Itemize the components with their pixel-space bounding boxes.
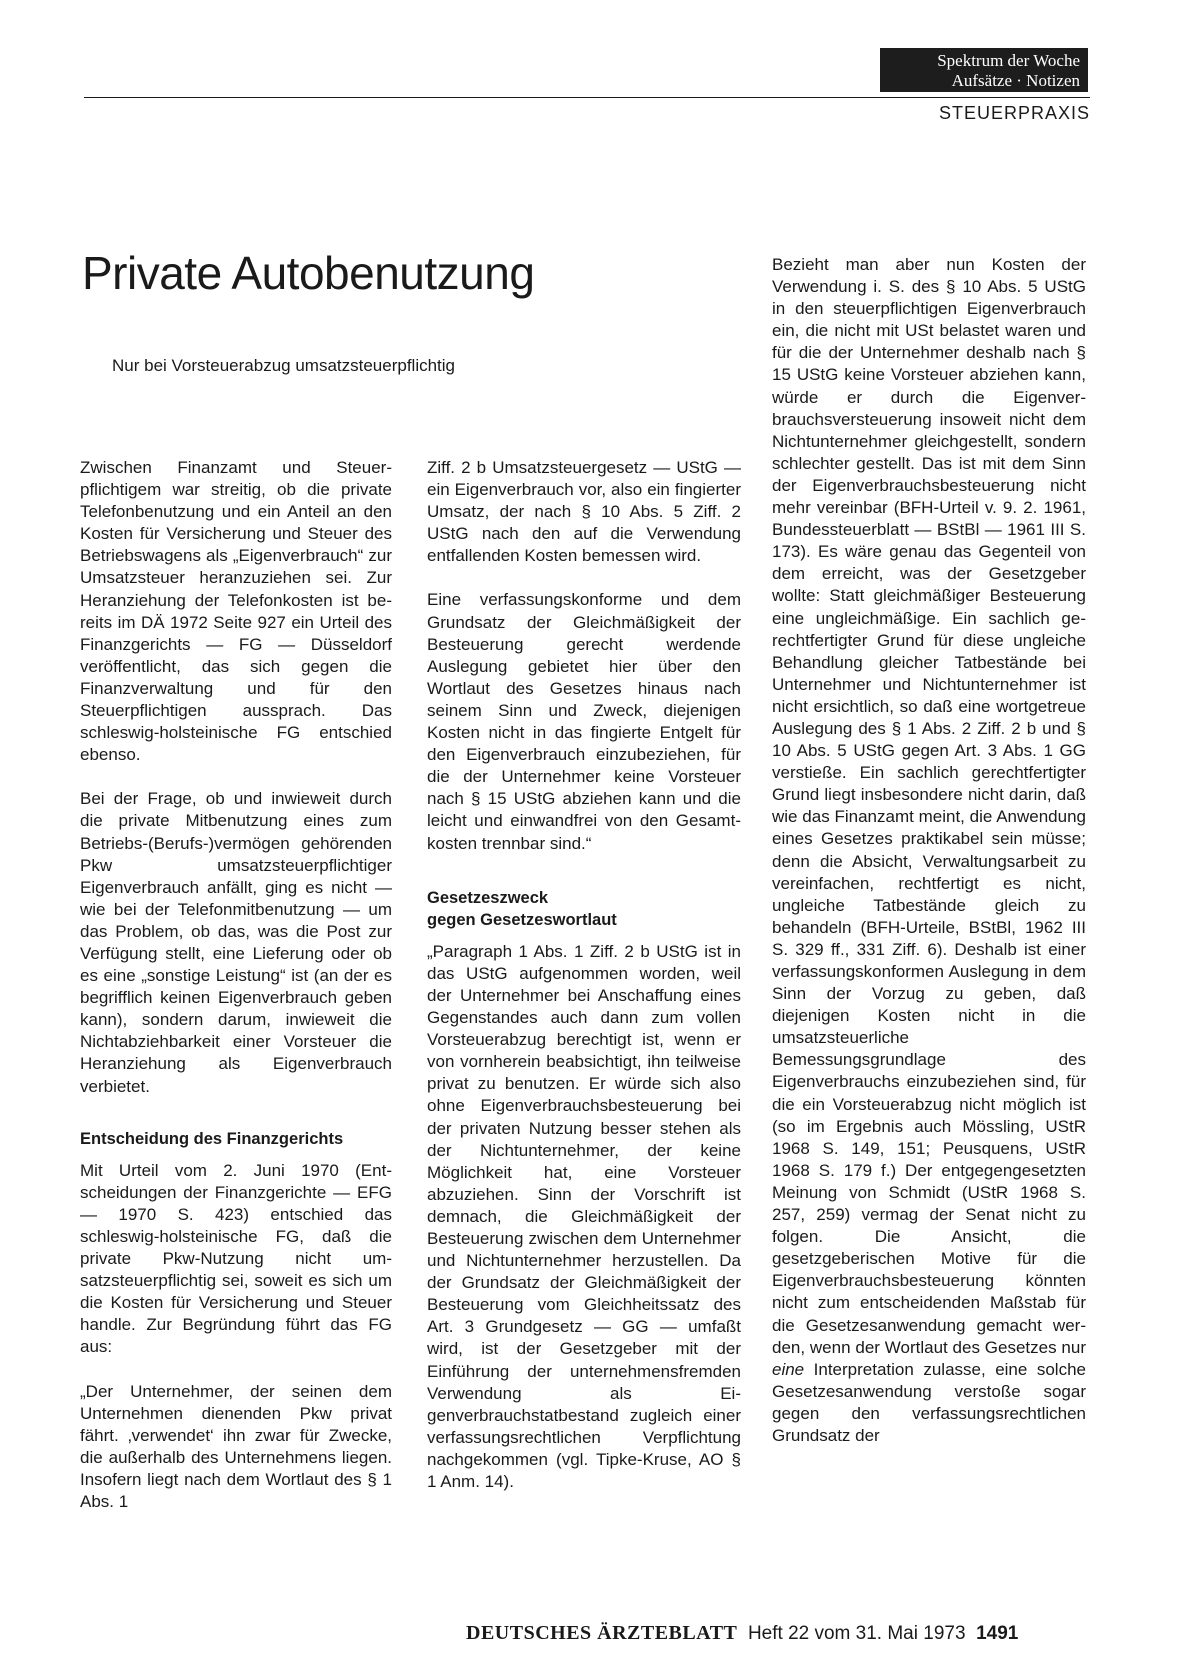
paragraph: Zwischen Finanzamt und Steuerpflichtigem war streitig, ob die private Telefonbenutzung und ein Anteil an den Kosten für Versicherung und Steuer des Betriebswagens als „Eigenverbrauch“ zur Umsatzsteuer heranzuziehen sei. Zur Heranziehung der Telefonkosten ist bereits im DÄ 1972 Seite 927 ein Urteil des Finanzgerichts — FG — Düsseldorf veröffentlicht, das sich gegen die Finanzverwaltung und für den Steuerpflichtigen aussprach. Das schleswig-holsteinische FG entschied ebenso.: [80, 458, 392, 765]
paragraph: Mit Urteil vom 2. Juni 1970 (Entscheidungen der Finanzgerichte — EFG — 1970 S. 423) entschied das schleswig-holsteinische FG, daß die private Pkw-Nutzung nicht umsatzsteuerpflichtig sei, soweit es sich um die Kosten für Versicherung und Steuer handle. Zur Begründung führt das FG aus:: [80, 1160, 392, 1357]
text-column-2: [427, 457, 741, 1493]
paragraph: Eine verfassungskonforme und dem Grundsatz der Gleichmäßigkeit der Besteuerung gerecht werdende Auslegung gebietet hier über den Wortlaut des Gesetzes hinaus nach seinem Sinn und Zweck, diejenigen Kosten nicht in das fingierte Entgelt für den Eigenverbrauch einzubeziehen, für die der Unternehmer keine Vorsteuer nach § 15 UStG abziehen kann und die leicht und einwandfrei von den Gesamtkosten trennbar sind.“: [427, 590, 741, 853]
page-footer: [466, 1622, 1018, 1645]
heading-line-2: gegen Gesetzeswortlaut: [427, 910, 617, 929]
article-subtitle: Nur bei Vorsteuerabzug umsatzsteuerpflichtig: [112, 356, 456, 375]
section-heading: [427, 887, 741, 931]
paragraph: [772, 254, 1086, 1447]
page-number: 1491: [976, 1623, 1019, 1644]
heading-line-1: Gesetzeszweck: [427, 888, 549, 907]
badge-line-2: Aufsätze · Notizen: [951, 71, 1080, 90]
badge-line-1: Spektrum der Woche: [937, 51, 1080, 70]
paragraph: „Der Unternehmer, der seinen dem Unternehmen dienenden Pkw privat fährt. ‚verwendet‘ ihn zwar für Zwecke, die außerhalb des Unternehmens liegen. Insofern liegt nach dem Wortlaut des § 1 Abs. 1: [80, 1381, 392, 1512]
paragraph-text: Interpretation zulasse, eine solche Gesetzesanwendung verstoße sogar gegen den verfassungsrechtlichen Grundsatz der: [772, 1359, 1086, 1445]
article-title: Private Autobenutzung: [82, 247, 535, 299]
text-column-3: [772, 254, 1086, 1447]
journal-name: DEUTSCHES ÄRZTEBLATT: [466, 1622, 738, 1644]
issue-info: Heft 22 vom 31. Mai 1973: [747, 1623, 966, 1644]
section-heading: Entscheidung des Finanzgerichts: [80, 1129, 344, 1148]
paragraph: Bei der Frage, ob und inwieweit durch die private Mitbenutzung eines zum Betriebs-(Berufs-)vermögen gehörenden Pkw umsatzsteuerpflichtiger Eigenverbrauch anfällt, ging es nicht — wie bei der Telefonmitbenutzung — um das Problem, ob das, was die Post zur Verfügung stellt, eine Lieferung oder ob es eine „sonstige Leistung“ ist (an der es begrifflich keinen Eigenverbrauch geben kann), sondern darum, inwieweit die Nichtabziehbarkeit einer Vorsteuer die Heranziehung als Eigenverbrauch verbietet.: [80, 789, 392, 1096]
paragraph-text: Bezieht man aber nun Kosten der Verwendung i. S. des § 10 Abs. 5 UStG in den steuerpflichtigen Eigenverbrauch ein, die nicht mit USt belastet waren und für die der Unternehmer deshalb nach § 15 UStG keine Vorsteuer abziehen kann, würde er durch die Eigenverbrauchsversteuerung insoweit nicht dem Nichtunternehmer gleichgestellt, sondern schlechter gestellt. Das ist mit dem Sinn der Eigenverbrauchsbesteuerung nicht mehr vereinbar (BFH-Urteil v. 9. 2. 1961, Bundessteuerblatt — BStBl — 1961 III S. 173). Es wäre genau das Gegenteil von dem erreicht, was der Gesetzgeber wollte: Statt gleichmäßiger Besteuerung eine ungleichmäßige. Ein sachlich gerechtfertigter Grund für diese ungleiche Behandlung gleicher Tatbestände bei Unternehmer und Nichtunternehmer ist nicht ersichtlich, so daß eine wortgetreue Auslegung des § 1 Abs. 2 Ziff. 2 b und § 10 Abs. 5 UStG gegen Art. 3 Abs. 1 GG verstieße. Ein sachlich gerechtfertigter Grund liegt insbesondere nicht darin, daß wie das Finanzamt meint, die Anwendung eines Gesetzes praktikabel sein müsse; denn die Absicht, Verwaltungsarbeit zu vereinfachen, rechtfertigt es nicht, ungleiche Tatbestände gleich zu behandeln (BFH-Urteile, BStBl, 1962 III S. 329 ff., 331 Ziff. 6). Deshalb ist einer verfassungskonformen Auslegung in dem Sinn der Vorzug zu geben, daß diejenigen Kosten nicht in die umsatzsteuerliche Bemessungsgrundlage des Eigenverbrauchs einzubeziehen sind, für die ein Vorsteuerabzug nicht möglich ist (so im Ergebnis auch Mössling, UStR 1968 S. 149, 151; Peusquens, UStR 1968 S. 179 f.) Der entgegengesetzten Meinung von Schmidt (UStR 1968 S. 257, 259) vermag der Senat nicht zu folgen. Die Ansicht, die gesetzgeberischen Motive für die Eigenverbrauchsbesteuerung könnten nicht zum entscheidenden Maßstab für die Gesetzesanwendung gemacht werden, wenn der Wortlaut des Gesetzes nur: [772, 255, 1086, 1357]
paragraph: Ziff. 2 b Umsatzsteuergesetz — UStG — ein Eigenverbrauch vor, also ein fingierter Umsatz, der nach § 10 Abs. 5 Ziff. 2 UStG nach den auf die Verwendung entfallenden Kosten bemessen wird.: [427, 458, 741, 566]
header-rule: [84, 97, 1090, 98]
section-badge: [880, 48, 1088, 92]
text-column-1: [80, 457, 392, 1513]
paragraph: „Paragraph 1 Abs. 1 Ziff. 2 b UStG ist in das UStG aufgenommen worden, weil der Unternehmer bei Anschaffung eines Gegenstandes auch dann zum vollen Vorsteuerabzug berechtigt ist, wenn er von vornherein beabsichtigt, ihn teilweise privat zu benutzen. Er würde sich also ohne Eigenverbrauchsbesteuerung bei der privaten Nutzung besser stehen als der Nichtunternehmer, der keine Möglichkeit hat, eine Vorsteuer abzuziehen. Sinn der Vorschrift ist demnach, die Gleichmäßigkeit der Besteuerung zwischen dem Unternehmer und Nichtunternehmer herzustellen. Da der Grundsatz der Gleichmäßigkeit der Besteuerung vom Gleichheitssatz des Art. 3 Grundgesetz — GG — umfaßt wird, ist der Gesetzgeber mit der Einführung der unternehmensfremden Verwendung als Eigenverbrauchstatbestand zugleich einer verfassungsrechtlichen Verpflichtung nachgekommen (vgl. Tipke-Kruse, AO § 1 Anm. 14).: [427, 941, 741, 1492]
section-label: STEUERPRAXIS: [938, 103, 1090, 123]
emphasis: eine: [772, 1359, 805, 1379]
